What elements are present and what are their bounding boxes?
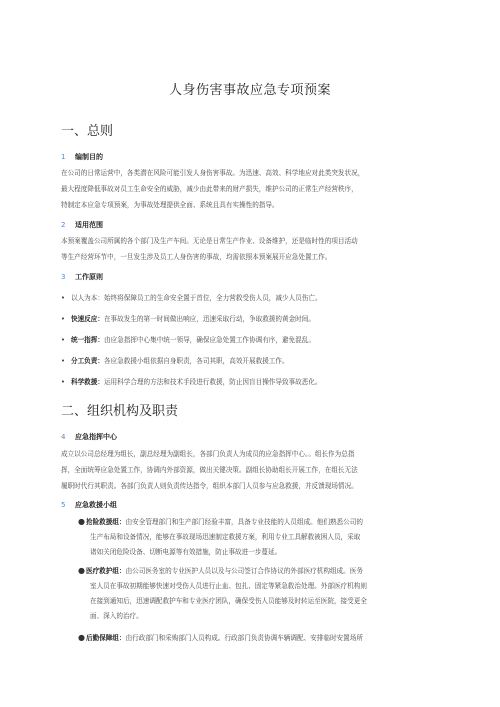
rescue-team-line	[78, 563, 450, 579]
list-item	[61, 335, 453, 345]
bullet-dot-icon: •	[61, 357, 65, 365]
bullet-dot-icon: ●	[78, 566, 85, 575]
bullet-dot-icon: •	[61, 294, 65, 302]
subsection-number: 4	[61, 433, 66, 441]
list-item-label: 分工负责：	[71, 357, 104, 365]
subsection-number: 1	[61, 153, 66, 161]
subsection-heading-principles	[61, 272, 103, 282]
list-item-text: 始终将保障员工的生命安全置于首位，全力营救受伤人员，减少人员伤亡。	[103, 294, 322, 302]
rescue-team-line: 在接到通知后，迅速调配救护车和专业医疗团队，确保受伤人员能够及时转运至医院，接受更全	[90, 597, 367, 605]
subsection-title: 应急指挥中心	[75, 433, 117, 441]
bullet-dot-icon: ●	[78, 517, 85, 526]
rescue-team-line: 室人员在事故初期能够快速对受伤人员进行止血、包扎、固定等紧急救治处理。外部医疗机构则	[90, 582, 367, 590]
section-heading-general: 一、总则	[61, 124, 114, 139]
list-item-label: 以人为本：	[71, 294, 104, 302]
document-title: 人身伤害事故应急专项预案	[168, 83, 331, 98]
paragraph-line: 特制定本应急专项预案，为事故处理提供全面、系统且具有实操性的指导。	[61, 201, 279, 209]
subsection-title: 适用范围	[75, 221, 103, 229]
subsection-heading-rescue-teams	[61, 500, 117, 510]
rescue-team-item	[78, 514, 450, 560]
paragraph-purpose	[61, 165, 453, 213]
rescue-team-text: 由公司医务室的专业医护人员以及与公司签订合作协议的外部医疗机构组成。医务	[125, 567, 363, 575]
rescue-team-label: 后勤保障组：	[86, 634, 126, 642]
rescue-team-label: 抢险救援组：	[86, 518, 126, 526]
list-item-text: 运用科学合理的方法和技术手段进行救援，防止因盲目操作导致事故恶化。	[103, 378, 322, 386]
bullet-dot-icon: •	[61, 378, 65, 386]
subsection-title: 编制目的	[75, 153, 103, 161]
rescue-team-line: 诸如关闭危险设备、切断电源等有效措施，防止事故进一步蔓延。	[90, 548, 282, 556]
subsection-heading-scope	[61, 220, 103, 230]
rescue-team-text: 由安全管理部门和生产部门经验丰富，具备专业技能的人员组成。他们熟悉公司的	[125, 518, 363, 526]
paragraph-line: 最大程度降低事故对员工生命安全的威胁，减少由此带来的财产损失，维护公司的正常生产经营秩序，	[61, 185, 358, 193]
list-item-text: 由应急指挥中心集中统一领导，确保应急处置工作协调有序，避免混乱。	[103, 336, 315, 344]
rescue-team-line: 生产布局和设备情况，能够在事故现场迅速制定救援方案，利用专业工具解救被困人员，采取	[90, 533, 361, 541]
paragraph-command-center	[61, 446, 453, 494]
bullet-dot-icon: •	[61, 315, 65, 323]
subsection-number: 5	[61, 501, 66, 509]
paragraph-line: 本预案覆盖公司所属的各个部门及生产车间。无论是日常生产作业、设备维护，还是临时性的项目活动	[61, 237, 358, 245]
section-heading-organization: 二、组织机构及职责	[61, 404, 179, 419]
rescue-team-item	[78, 563, 450, 624]
rescue-team-line: 面、深入的治疗。	[90, 612, 143, 620]
rescue-team-item	[78, 630, 450, 646]
paragraph-line: 等生产经营环节中，一旦发生涉及员工人身伤害的事故，均需依照本预案展开应急处置工作。	[61, 253, 332, 261]
subsection-heading-command-center	[61, 432, 117, 442]
paragraph-scope	[61, 233, 453, 265]
subsection-number: 3	[61, 273, 66, 281]
paragraph-line: 成立以公司总经理为组长，副总经理为副组长，各部门负责人为成员的应急指挥中心。。组长作为总指	[61, 450, 355, 458]
list-item-text: 各应急救援小组依据自身职责，各司其职，高效开展救援工作。	[103, 357, 289, 365]
subsection-title: 应急救援小组	[75, 501, 117, 509]
rescue-team-text: 由行政部门和采购部门人员构成。行政部门负责协调车辆调配、安排临时安置场所	[125, 634, 363, 642]
list-item	[61, 356, 453, 366]
paragraph-line: 挥，全面统筹应急处置工作，协调内外部资源，做出关键决策。副组长协助组长开展工作，在组长无法	[61, 466, 358, 474]
subsection-heading-purpose	[61, 152, 103, 162]
paragraph-line: 在公司的日常运营中，各类潜在风险可能引发人身伤害事故。为迅速、高效、科学地应对此类突发状况，	[61, 169, 365, 177]
bullet-dot-icon: ●	[78, 633, 85, 642]
list-item	[61, 293, 453, 303]
list-item-label: 统一指挥：	[71, 336, 104, 344]
list-item	[61, 314, 453, 324]
list-item-text: 在事故发生的第一时间做出响应，迅速采取行动，争取救援的黄金时间。	[103, 315, 315, 323]
list-item-label: 科学救援：	[71, 378, 104, 386]
paragraph-line: 履职时代行其职责。各部门负责人则负责传达指令，组织本部门人员参与应急救援，并反馈现场情况。	[61, 482, 358, 490]
subsection-title: 工作原则	[75, 273, 103, 281]
bullet-dot-icon: •	[61, 336, 65, 344]
list-item-label: 快速反应：	[71, 315, 104, 323]
list-item	[61, 377, 453, 387]
rescue-team-line	[78, 630, 450, 646]
rescue-team-line	[78, 514, 450, 530]
rescue-team-label: 医疗救护组：	[86, 567, 126, 575]
subsection-number: 2	[61, 221, 66, 229]
